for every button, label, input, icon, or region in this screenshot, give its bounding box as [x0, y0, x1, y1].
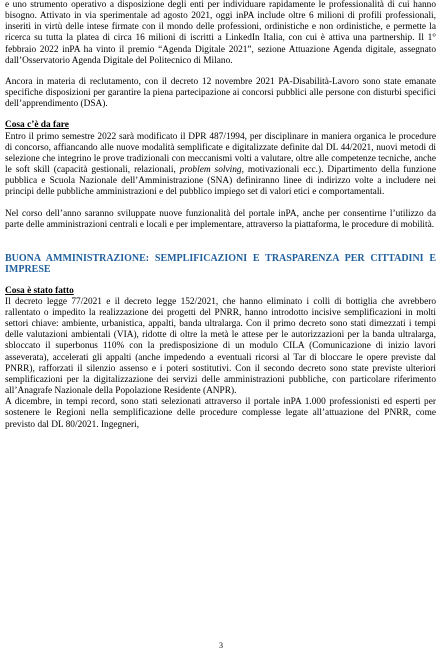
paragraph-december-professionals: A dicembre, in tempi record, sono stati selezionati attraverso il portale inPA 1.000 professionisti ed esperti per sostenere le Regioni nella semplificazione delle procedure complesse legate all’attuazione del PNRR, come previsto dal DL 80/2021. Ingegneri, — [5, 397, 436, 430]
spacer — [5, 231, 436, 253]
paragraph-dpr-reform — [5, 132, 436, 199]
spacer — [5, 199, 436, 209]
paragraph-dpr-reform-part2: , motivazionali ecc.). Dipartimento della funzione pubblica e Scuola Nazionale dell’Amministrazione (SNA) definiranno linee di indirizzo volte a includere nei principi delle pubbliche amministrazioni e del pubblico impiego set di valori etici e comportamentali. — [5, 165, 437, 198]
problem-solving-emphasis: problem solving — [179, 165, 242, 176]
subheading-todo: Cosa c’è da fare — [5, 120, 69, 131]
section-title: BUONA AMMINISTRAZIONE: SEMPLIFICAZIONI E TRASPARENZA PER CITTADINI E IMPRESE — [5, 252, 436, 276]
spacer — [5, 276, 436, 286]
spacer — [5, 110, 436, 120]
subheading-done: Cosa è stato fatto — [5, 285, 74, 296]
paragraph-inpa-features: Nel corso dell’anno saranno sviluppate nuove funzionalità del portale inPA, anche per consentirne l’utilizzo da parte delle amministrazioni centrali e locali e per implementare, attraverso la piattaforma, le procedure di mobilità. — [5, 208, 436, 230]
paragraph-dsa-decree: Ancora in materia di reclutamento, con il decreto 12 novembre 2021 PA-Disabilità-Lavoro sono state emanate specifiche disposizioni per garantire la piena partecipazione ai concorsi pubblici alle persone con disturbi specifici dell’apprendimento (DSA). — [5, 76, 436, 110]
paragraph-decree-simplifications: Il decreto legge 77/2021 e il decreto legge 152/2021, che hanno eliminato i colli di bottiglia che avrebbero rallentato o impedito la realizzazione dei progetti del PNRR, hanno introdotto incisive semplificazioni in molti settori chiave: ambiente, urbanistica, appalti, banda ultralarga. Con il primo decreto sono stati dimezzati i tempi delle valutazioni ambientali (VIA), ridotte di oltre la metà le attese per le autorizzazioni per la banda ultralarga, sbloccato il superbonus 110% con la predisposizione di un modulo CILA (Comunicazione di inizio lavori asseverata), accelerati gli appalti (anche impedendo a eventuali ricorsi al Tar di bloccare le opere previste dal PNRR), rafforzati il silenzio assenso e i poteri sostitutivi. Con il secondo decreto sono state previste ulteriori semplificazioni per la digitalizzazione dei servizi delle amministrazioni pubbliche, con particolare riferimento all’Anagrafe Nazionale della Popolazione Residente (ANPR). — [5, 296, 436, 397]
page-number: 3 — [219, 641, 223, 650]
paragraph-inpa-overview: e uno strumento operativo a disposizione degli enti per individuare rapidamente le professionalità di cui hanno bisogno. Attivato in via sperimentale ad agosto 2021, oggi inPA include oltre 6 milioni di profili professionali, inseriti in virtù delle intese firmate con il mondo delle professioni, ordinistiche e non ordinistiche, e permette la ricerca su tutta la platea di circa 16 milioni di iscritti a LinkedIn Italia, con cui è attiva una partnership. Il 1° febbraio 2022 inPA ha vinto il premio “Agenda Digitale 2021”, sezione Attuazione Agenda digitale, assegnato dall’Osservatorio Agenda Digitale del Politecnico di Milano. — [5, 0, 436, 66]
spacer — [5, 67, 436, 77]
paragraph-dpr-reform-part1: Entro il primo semestre 2022 sarà modificato il DPR 487/1994, per disciplinare in maniera organica le procedure di concorso, affiancando alle nuove modalità semplificate e digitalizzate definite dal DL 44/2021, nuovi metodi di selezione che integrino le prove tradizionali con meccanismi volti a valutare, oltre alle competenze tecniche, anche le soft skill (capacità gestionali, relazionali, — [5, 131, 436, 176]
